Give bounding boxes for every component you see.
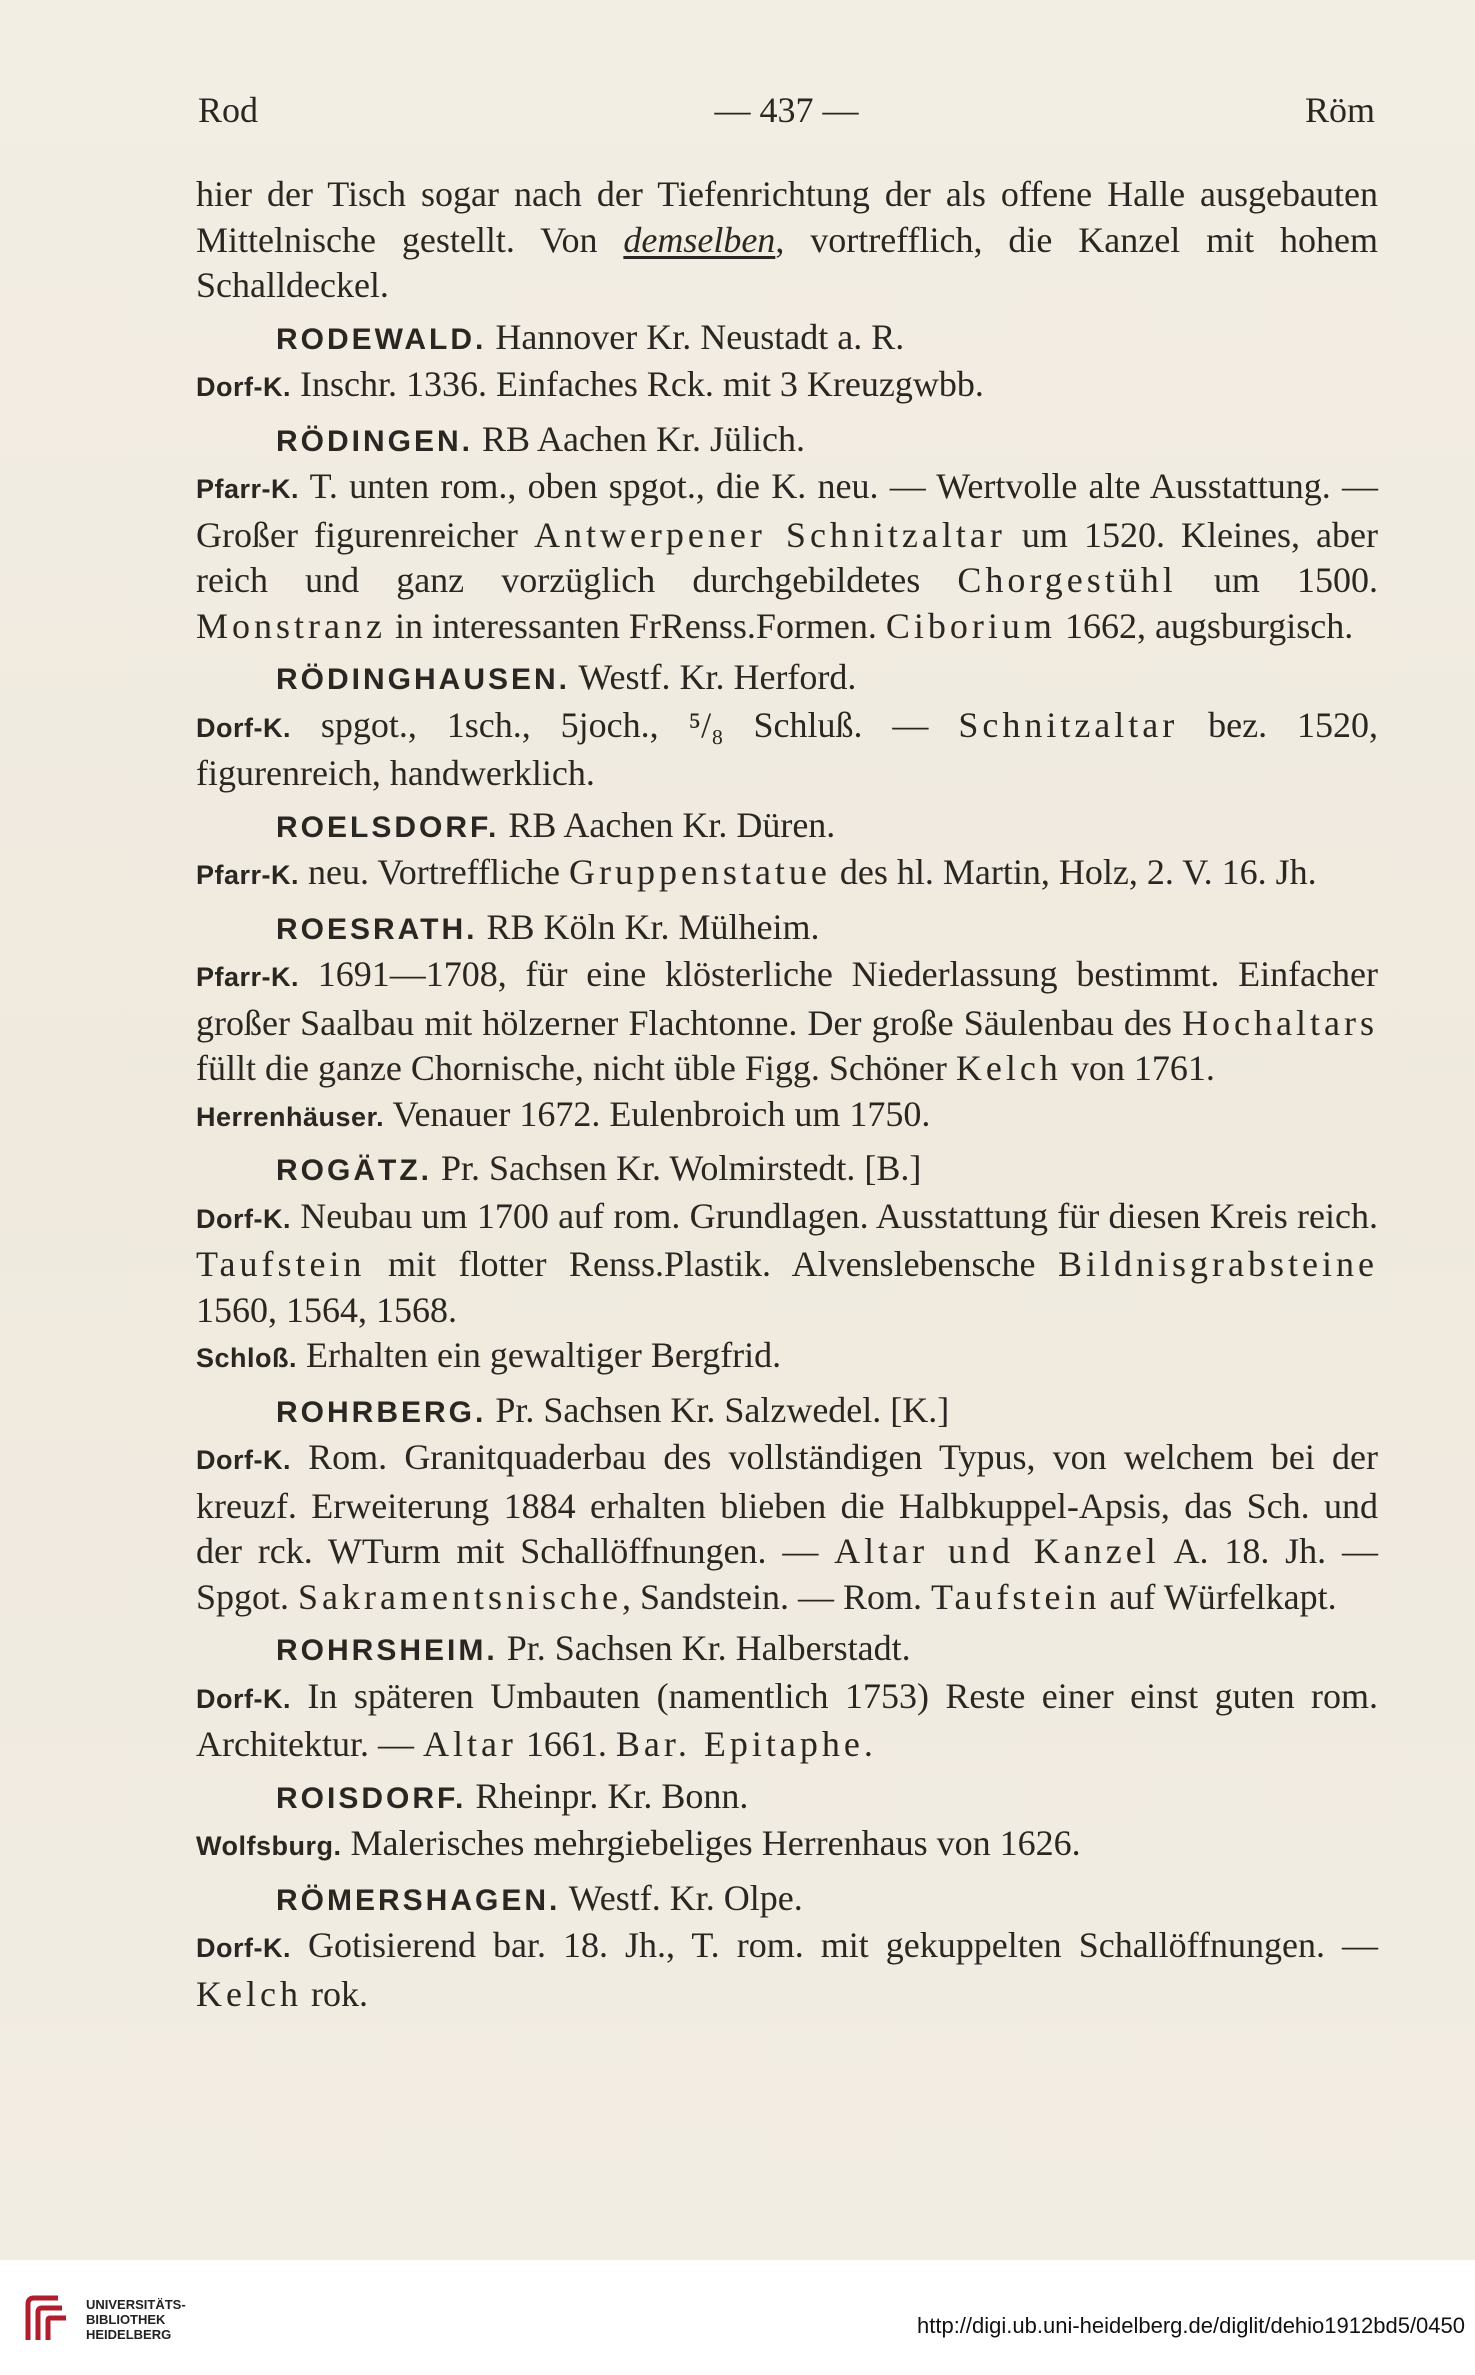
building-label: Dorf-K. <box>196 372 291 402</box>
entry-paragraph <box>196 1194 1378 1334</box>
text-run: bez. 1520, figurenreich, handwerklich. <box>196 704 1378 793</box>
spaced-text: Monstranz <box>196 605 386 646</box>
library-name-line: HEIDELBERG <box>86 2327 172 2342</box>
text-run: A. 18. Jh. — Spgot. <box>196 1531 1379 1617</box>
building-label: Dorf-K. <box>196 712 291 743</box>
place-name: ROHRSHEIM. <box>276 1634 498 1667</box>
region: Westf. Kr. Olpe. <box>560 1877 803 1918</box>
building-label: Pfarr-K. <box>196 474 300 504</box>
spaced-text: Sakramentsnische <box>298 1576 622 1617</box>
text-run: Rom. Granitquaderbau des vollständigen Typus, von welchem bei der kreuzf. Erweiterung 1884 erhalten blieben die Halbkuppel-Apsis, das Sch. und der rck. WTurm mit Schallöffnungen. — <box>196 1437 1378 1571</box>
entry-roedingen <box>196 417 1378 650</box>
running-head <box>198 85 1375 135</box>
place-name: ROESRATH. <box>276 912 478 946</box>
entry-heading <box>196 905 1378 953</box>
spaced-text: Bar. Epitaphe <box>615 1724 864 1764</box>
text-run: T. unten rom., oben spgot., die K. neu. — Wertvolle alte Ausstattung. — Großer figurenreicher <box>196 466 1378 555</box>
entry-paragraph <box>196 1435 1378 1620</box>
entry-roelsdorf <box>196 803 1378 899</box>
entry-paragraph <box>196 1333 1378 1382</box>
place-name: ROELSDORF. <box>276 810 500 844</box>
entry-heading <box>196 655 1378 703</box>
spaced-text: Ciborium <box>885 605 1056 646</box>
entry-paragraph <box>196 362 1378 411</box>
spaced-text: Kelch <box>955 1048 1062 1088</box>
page-body <box>196 172 1378 2017</box>
text-run: 1691—1708, für eine klösterliche Niederlassung bestimmt. Einfacher großer Saalbau mit hölzerner Flachtonne. Der große Säulenbau des <box>196 954 1378 1043</box>
text-run: des hl. Martin, Holz, 2. V. 16. Jh. <box>830 852 1317 892</box>
library-name-line: BIBLIOTHEK <box>86 2312 166 2327</box>
region: Pr. Sachsen Kr. Wolmirstedt. [B.] <box>432 1148 922 1188</box>
entry-heading <box>196 1146 1378 1194</box>
building-label: Dorf-K. <box>196 1683 291 1714</box>
text-run: um 1520. Kleines, aber reich und ganz vorzüglich durchgebildetes <box>196 514 1379 600</box>
running-head-right: Röm <box>1304 90 1375 130</box>
text-run: , vortrefflich, die Kanzel mit hohem Schalldeckel. <box>196 219 1378 305</box>
text-run: Malerisches mehrgiebeliges Herrenhaus von 1626. <box>341 1823 1081 1863</box>
text-run: neu. Vortreffliche <box>299 852 569 892</box>
building-label: Dorf-K. <box>196 1445 291 1475</box>
entry-paragraph <box>196 464 1378 649</box>
place-name: ROISDORF. <box>276 1781 467 1815</box>
spaced-text: Chorgestühl <box>957 560 1177 600</box>
entry-paragraph <box>196 1674 1378 1768</box>
entry-paragraph <box>196 1923 1378 2017</box>
building-label: Dorf-K. <box>196 1933 291 1963</box>
entry-paragraph <box>196 1821 1378 1870</box>
region: Westf. Kr. Herford. <box>570 657 857 697</box>
text-run: Erhalten ein gewaltiger Bergfrid. <box>297 1335 782 1375</box>
text-run: spgot., 1sch., 5joch., ⁵/₈ Schluß. — <box>290 704 959 745</box>
region: RB Aachen Kr. Jülich. <box>473 418 805 459</box>
building-label: Dorf-K. <box>196 1203 291 1234</box>
place-name: RÖDINGEN. <box>276 424 474 458</box>
entry-paragraph <box>196 850 1378 899</box>
spaced-text: Gruppenstatue <box>568 852 831 892</box>
spaced-text: Bildnisgrabsteine <box>1058 1244 1378 1284</box>
text-run: hier der Tisch sogar nach der Tiefenrichtung der als offene Halle ausgebauten Mittelnische gestellt. Von <box>196 174 1378 260</box>
building-label: Pfarr-K. <box>196 860 300 890</box>
building-label: Schloß. <box>196 1343 298 1373</box>
text-run: um 1500. <box>1176 560 1378 600</box>
building-label: Pfarr-K. <box>196 962 300 992</box>
building-label: Herrenhäuser. <box>196 1101 385 1132</box>
text-run: in interessanten FrRenss.Formen. <box>385 605 886 646</box>
entry-heading <box>196 1774 1378 1822</box>
building-label: Wolfsburg. <box>196 1831 342 1861</box>
running-head-left: Rod <box>198 90 259 130</box>
entry-roedinghausen <box>196 655 1378 797</box>
place-name: RÖDINGHAUSEN. <box>276 663 571 696</box>
text-run: rok. <box>301 1973 368 2014</box>
text-run: von 1761. <box>1061 1048 1215 1088</box>
place-name: ROHRBERG. <box>276 1395 487 1429</box>
spaced-text: Kelch <box>196 1973 302 2014</box>
entry-heading <box>196 417 1378 465</box>
spaced-text: Altar <box>422 1724 517 1764</box>
source-url[interactable]: http://digi.ub.uni-heidelberg.de/diglit/dehio1912bd5/0450 <box>917 2313 1465 2338</box>
text-run: In späteren Umbauten (namentlich 1753) Reste einer einst guten rom. Architektur. — <box>196 1675 1378 1764</box>
entry-heading <box>196 315 1378 363</box>
text-run: , Sandstein. — Rom. <box>621 1576 931 1617</box>
text-run: 1661. <box>516 1724 616 1764</box>
entry-heading <box>196 1876 1378 1924</box>
text-run: auf Würfelkapt. <box>1100 1576 1337 1617</box>
spaced-text: Antwerpener Schnitzaltar <box>533 514 1006 555</box>
library-logo-icon <box>18 2290 78 2350</box>
text-run: 1662, augsburgisch. <box>1055 605 1354 646</box>
region: Rheinpr. Kr. Bonn. <box>466 1775 749 1816</box>
intro-paragraph <box>196 172 1378 309</box>
spaced-text: Schnitzaltar <box>958 704 1179 745</box>
region: RB Köln Kr. Mülheim. <box>477 906 820 947</box>
text-run: 1560, 1564, 1568. <box>196 1289 457 1330</box>
library-name <box>86 2297 186 2342</box>
spaced-text: Taufstein <box>930 1576 1101 1617</box>
entry-roesrath <box>196 905 1378 1141</box>
entry-heading <box>196 803 1378 851</box>
region: Pr. Sachsen Kr. Halberstadt. <box>497 1628 911 1668</box>
entry-roemershagen <box>196 1876 1378 2018</box>
entry-rohrsheim <box>196 1626 1378 1768</box>
entry-rogaetz <box>196 1146 1378 1382</box>
text-run: Venauer 1672. Eulenbroich um 1750. <box>384 1093 931 1134</box>
place-name: RODEWALD. <box>276 322 487 356</box>
text-run: mit flotter Renss.Plastik. Alvenslebensche <box>365 1244 1059 1284</box>
region: RB Aachen Kr. Düren. <box>499 804 836 845</box>
entry-rodewald <box>196 315 1378 411</box>
text-run: . <box>863 1724 873 1764</box>
region: Pr. Sachsen Kr. Salzwedel. [K.] <box>486 1389 950 1430</box>
viewer-footer <box>0 2260 1475 2375</box>
region: Hannover Kr. Neustadt a. R. <box>486 316 905 357</box>
spaced-text: Altar und Kanzel <box>834 1531 1160 1571</box>
place-name: RÖMERSHAGEN. <box>276 1883 561 1917</box>
text-run: Gotisierend bar. 18. Jh., T. rom. mit gekuppelten Schallöffnungen. — <box>290 1925 1378 1965</box>
spaced-text: Hochaltars <box>1182 1002 1378 1043</box>
page-number: — 437 — <box>714 90 859 130</box>
place-name: ROGÄTZ. <box>276 1154 432 1187</box>
library-name-line: UNIVERSITÄTS- <box>86 2297 186 2312</box>
entry-paragraph <box>196 1092 1378 1141</box>
entry-heading <box>196 1626 1378 1674</box>
entry-paragraph <box>196 703 1378 797</box>
text-run: Neubau um 1700 auf rom. Grundlagen. Ausstattung für diesen Kreis reich. <box>290 1195 1378 1236</box>
entry-roisdorf <box>196 1774 1378 1870</box>
text-run: füllt die ganze Chornische, nicht üble Figg. Schöner <box>196 1048 956 1088</box>
entry-paragraph <box>196 952 1378 1092</box>
emphasis-text: demselben <box>623 219 776 260</box>
entry-rohrberg <box>196 1388 1378 1621</box>
text-run: Inschr. 1336. Einfaches Rck. mit 3 Kreuzgwbb. <box>290 364 984 404</box>
entry-heading <box>196 1388 1378 1436</box>
spaced-text: Taufstein <box>196 1244 366 1284</box>
